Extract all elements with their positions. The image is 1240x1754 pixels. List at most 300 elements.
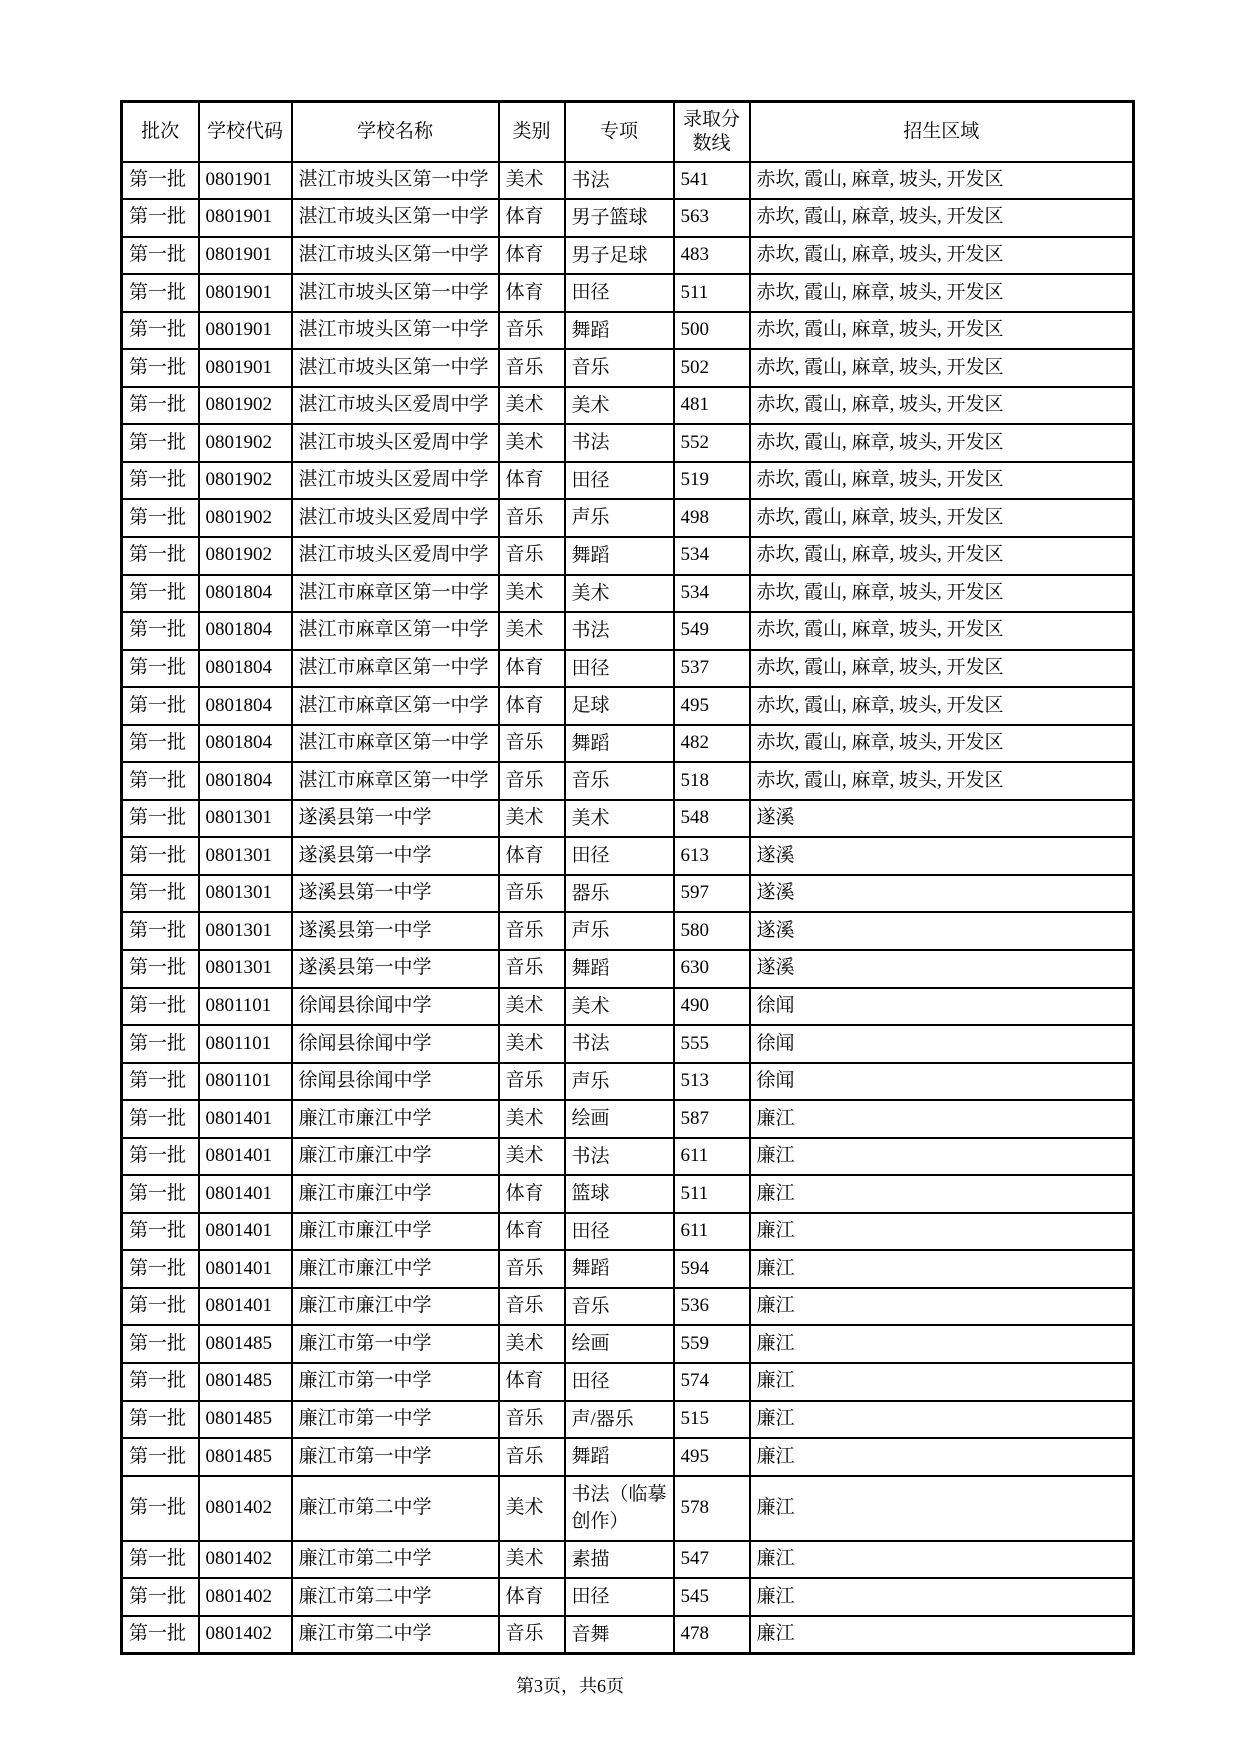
- cell-score-line: 594: [674, 1250, 750, 1288]
- cell-specialty: 男子篮球: [565, 199, 674, 237]
- cell-batch: 第一批: [122, 950, 199, 988]
- cell-school-name: 遂溪县第一中学: [292, 912, 499, 950]
- cell-specialty: 音乐: [565, 762, 674, 800]
- table-row: [122, 1063, 1134, 1101]
- cell-batch: 第一批: [122, 1401, 199, 1439]
- cell-batch: 第一批: [122, 312, 199, 350]
- cell-batch: 第一批: [122, 1438, 199, 1476]
- cell-school-code: 0801901: [199, 162, 292, 200]
- cell-school-name: 湛江市麻章区第一中学: [292, 725, 499, 763]
- cell-batch: 第一批: [122, 725, 199, 763]
- cell-school-name: 廉江市廉江中学: [292, 1213, 499, 1251]
- cell-batch: 第一批: [122, 162, 199, 200]
- cell-school-code: 0801804: [199, 575, 292, 613]
- cell-score-line: 495: [674, 1438, 750, 1476]
- cell-score-line: 555: [674, 1025, 750, 1063]
- table-row: [122, 499, 1134, 537]
- cell-specialty: 田径: [565, 837, 674, 875]
- header-row: [122, 102, 1134, 162]
- cell-score-line: 500: [674, 312, 750, 350]
- cell-category: 体育: [499, 199, 565, 237]
- cell-batch: 第一批: [122, 499, 199, 537]
- cell-enrollment-area: 廉江: [750, 1213, 1134, 1251]
- cell-category: 音乐: [499, 1438, 565, 1476]
- cell-school-name: 湛江市坡头区爱周中学: [292, 537, 499, 575]
- table-row: [122, 1175, 1134, 1213]
- cell-school-name: 湛江市坡头区爱周中学: [292, 387, 499, 425]
- cell-batch: 第一批: [122, 837, 199, 875]
- cell-enrollment-area: 廉江: [750, 1325, 1134, 1363]
- admission-score-table: [120, 100, 1135, 1655]
- cell-school-code: 0801401: [199, 1138, 292, 1176]
- cell-specialty: 音乐: [565, 349, 674, 387]
- cell-category: 体育: [499, 1213, 565, 1251]
- table-row: [122, 1438, 1134, 1476]
- cell-specialty: 田径: [565, 650, 674, 688]
- table-row: [122, 162, 1134, 200]
- cell-enrollment-area: 廉江: [750, 1175, 1134, 1213]
- cell-school-name: 湛江市坡头区爱周中学: [292, 424, 499, 462]
- cell-category: 美术: [499, 1138, 565, 1176]
- cell-school-code: 0801901: [199, 199, 292, 237]
- cell-school-code: 0801402: [199, 1476, 292, 1541]
- cell-category: 美术: [499, 1100, 565, 1138]
- table-row: [122, 988, 1134, 1026]
- cell-specialty: 足球: [565, 687, 674, 725]
- cell-batch: 第一批: [122, 1063, 199, 1101]
- cell-batch: 第一批: [122, 875, 199, 913]
- cell-score-line: 611: [674, 1213, 750, 1251]
- cell-score-line: 536: [674, 1288, 750, 1326]
- cell-school-code: 0801401: [199, 1175, 292, 1213]
- table-row: [122, 1363, 1134, 1401]
- cell-category: 体育: [499, 837, 565, 875]
- cell-category: 音乐: [499, 1401, 565, 1439]
- cell-score-line: 481: [674, 387, 750, 425]
- cell-school-name: 廉江市第二中学: [292, 1616, 499, 1654]
- cell-school-code: 0801804: [199, 650, 292, 688]
- cell-category: 体育: [499, 274, 565, 312]
- cell-school-name: 廉江市第一中学: [292, 1325, 499, 1363]
- table-row: [122, 274, 1134, 312]
- cell-school-name: 廉江市廉江中学: [292, 1175, 499, 1213]
- cell-school-name: 湛江市坡头区爱周中学: [292, 499, 499, 537]
- cell-enrollment-area: 廉江: [750, 1138, 1134, 1176]
- cell-category: 体育: [499, 650, 565, 688]
- cell-score-line: 478: [674, 1616, 750, 1654]
- cell-category: 美术: [499, 612, 565, 650]
- cell-category: 音乐: [499, 725, 565, 763]
- cell-school-code: 0801804: [199, 612, 292, 650]
- cell-score-line: 534: [674, 575, 750, 613]
- cell-score-line: 574: [674, 1363, 750, 1401]
- table-row: [122, 575, 1134, 613]
- cell-enrollment-area: 遂溪: [750, 875, 1134, 913]
- cell-specialty: 声乐: [565, 912, 674, 950]
- cell-enrollment-area: 赤坎, 霞山, 麻章, 坡头, 开发区: [750, 237, 1134, 275]
- cell-specialty: 书法: [565, 162, 674, 200]
- cell-batch: 第一批: [122, 1213, 199, 1251]
- cell-category: 音乐: [499, 537, 565, 575]
- cell-school-name: 遂溪县第一中学: [292, 875, 499, 913]
- table-row: [122, 312, 1134, 350]
- cell-enrollment-area: 赤坎, 霞山, 麻章, 坡头, 开发区: [750, 349, 1134, 387]
- cell-specialty: 素描: [565, 1541, 674, 1579]
- cell-category: 美术: [499, 800, 565, 838]
- cell-specialty: 书法: [565, 424, 674, 462]
- cell-batch: 第一批: [122, 1363, 199, 1401]
- cell-batch: 第一批: [122, 1025, 199, 1063]
- cell-school-code: 0801402: [199, 1578, 292, 1616]
- cell-specialty: 美术: [565, 387, 674, 425]
- cell-enrollment-area: 廉江: [750, 1250, 1134, 1288]
- cell-score-line: 552: [674, 424, 750, 462]
- cell-school-name: 湛江市坡头区第一中学: [292, 349, 499, 387]
- cell-category: 美术: [499, 387, 565, 425]
- cell-score-line: 630: [674, 950, 750, 988]
- cell-school-code: 0801485: [199, 1325, 292, 1363]
- column-header-specialty: 专项: [565, 102, 674, 162]
- cell-batch: 第一批: [122, 1175, 199, 1213]
- cell-score-line: 547: [674, 1541, 750, 1579]
- cell-school-code: 0801101: [199, 1025, 292, 1063]
- cell-school-code: 0801301: [199, 800, 292, 838]
- column-header-category: 类别: [499, 102, 565, 162]
- cell-school-name: 遂溪县第一中学: [292, 800, 499, 838]
- cell-category: 美术: [499, 424, 565, 462]
- cell-enrollment-area: 赤坎, 霞山, 麻章, 坡头, 开发区: [750, 162, 1134, 200]
- cell-enrollment-area: 赤坎, 霞山, 麻章, 坡头, 开发区: [750, 537, 1134, 575]
- table-row: [122, 1616, 1134, 1654]
- cell-school-code: 0801901: [199, 237, 292, 275]
- cell-school-code: 0801402: [199, 1616, 292, 1654]
- cell-category: 音乐: [499, 1250, 565, 1288]
- cell-enrollment-area: 徐闻: [750, 988, 1134, 1026]
- cell-specialty: 美术: [565, 800, 674, 838]
- cell-school-name: 湛江市麻章区第一中学: [292, 687, 499, 725]
- cell-specialty: 声/器乐: [565, 1401, 674, 1439]
- table-row: [122, 1541, 1134, 1579]
- cell-score-line: 498: [674, 499, 750, 537]
- cell-specialty: 田径: [565, 1363, 674, 1401]
- cell-enrollment-area: 赤坎, 霞山, 麻章, 坡头, 开发区: [750, 612, 1134, 650]
- cell-school-name: 徐闻县徐闻中学: [292, 1063, 499, 1101]
- column-header-school-name: 学校名称: [292, 102, 499, 162]
- cell-enrollment-area: 遂溪: [750, 950, 1134, 988]
- cell-school-name: 廉江市廉江中学: [292, 1288, 499, 1326]
- cell-specialty: 音乐: [565, 1288, 674, 1326]
- cell-school-name: 湛江市坡头区爱周中学: [292, 462, 499, 500]
- cell-batch: 第一批: [122, 1138, 199, 1176]
- cell-school-code: 0801902: [199, 387, 292, 425]
- table-row: [122, 1213, 1134, 1251]
- cell-category: 美术: [499, 1025, 565, 1063]
- cell-batch: 第一批: [122, 1250, 199, 1288]
- cell-school-name: 廉江市第一中学: [292, 1363, 499, 1401]
- cell-specialty: 书法: [565, 1138, 674, 1176]
- cell-batch: 第一批: [122, 424, 199, 462]
- table-row: [122, 1025, 1134, 1063]
- cell-school-code: 0801902: [199, 424, 292, 462]
- cell-category: 美术: [499, 988, 565, 1026]
- cell-enrollment-area: 廉江: [750, 1100, 1134, 1138]
- cell-category: 音乐: [499, 1616, 565, 1654]
- table-row: [122, 725, 1134, 763]
- cell-specialty: 书法: [565, 612, 674, 650]
- cell-school-code: 0801804: [199, 687, 292, 725]
- cell-school-code: 0801902: [199, 462, 292, 500]
- column-header-school-code: 学校代码: [199, 102, 292, 162]
- cell-enrollment-area: 赤坎, 霞山, 麻章, 坡头, 开发区: [750, 725, 1134, 763]
- cell-batch: 第一批: [122, 650, 199, 688]
- cell-school-code: 0801901: [199, 274, 292, 312]
- cell-specialty: 田径: [565, 1578, 674, 1616]
- cell-enrollment-area: 赤坎, 霞山, 麻章, 坡头, 开发区: [750, 387, 1134, 425]
- cell-enrollment-area: 廉江: [750, 1438, 1134, 1476]
- column-header-enrollment-area: 招生区域: [750, 102, 1134, 162]
- cell-category: 美术: [499, 162, 565, 200]
- cell-category: 体育: [499, 462, 565, 500]
- cell-category: 音乐: [499, 950, 565, 988]
- cell-score-line: 580: [674, 912, 750, 950]
- table-row: [122, 1401, 1134, 1439]
- cell-enrollment-area: 廉江: [750, 1476, 1134, 1541]
- table-row: [122, 800, 1134, 838]
- cell-school-code: 0801101: [199, 1063, 292, 1101]
- cell-school-code: 0801401: [199, 1288, 292, 1326]
- cell-school-code: 0801901: [199, 312, 292, 350]
- cell-score-line: 541: [674, 162, 750, 200]
- cell-enrollment-area: 徐闻: [750, 1025, 1134, 1063]
- cell-category: 体育: [499, 1175, 565, 1213]
- cell-school-code: 0801901: [199, 349, 292, 387]
- cell-category: 体育: [499, 1578, 565, 1616]
- cell-school-name: 湛江市麻章区第一中学: [292, 612, 499, 650]
- table-row: [122, 349, 1134, 387]
- cell-score-line: 597: [674, 875, 750, 913]
- cell-score-line: 534: [674, 537, 750, 575]
- cell-category: 音乐: [499, 1288, 565, 1326]
- table-row: [122, 199, 1134, 237]
- table-row: [122, 1476, 1134, 1541]
- table-row: [122, 237, 1134, 275]
- cell-specialty: 舞蹈: [565, 1250, 674, 1288]
- cell-school-name: 徐闻县徐闻中学: [292, 1025, 499, 1063]
- cell-batch: 第一批: [122, 575, 199, 613]
- cell-school-code: 0801804: [199, 725, 292, 763]
- cell-score-line: 515: [674, 1401, 750, 1439]
- cell-score-line: 482: [674, 725, 750, 763]
- cell-specialty: 绘画: [565, 1325, 674, 1363]
- cell-score-line: 483: [674, 237, 750, 275]
- cell-enrollment-area: 赤坎, 霞山, 麻章, 坡头, 开发区: [750, 424, 1134, 462]
- cell-score-line: 545: [674, 1578, 750, 1616]
- cell-category: 音乐: [499, 762, 565, 800]
- cell-specialty: 美术: [565, 988, 674, 1026]
- cell-school-code: 0801301: [199, 950, 292, 988]
- cell-school-code: 0801101: [199, 988, 292, 1026]
- cell-enrollment-area: 赤坎, 霞山, 麻章, 坡头, 开发区: [750, 274, 1134, 312]
- cell-score-line: 613: [674, 837, 750, 875]
- table-row: [122, 1250, 1134, 1288]
- cell-school-name: 湛江市坡头区第一中学: [292, 237, 499, 275]
- page-number-footer: 第3页，共6页: [516, 1676, 624, 1696]
- cell-batch: 第一批: [122, 1541, 199, 1579]
- table-row: [122, 1100, 1134, 1138]
- cell-batch: 第一批: [122, 274, 199, 312]
- table-row: [122, 687, 1134, 725]
- table-row: [122, 387, 1134, 425]
- cell-specialty: 美术: [565, 575, 674, 613]
- cell-score-line: 578: [674, 1476, 750, 1541]
- cell-score-line: 490: [674, 988, 750, 1026]
- table-row: [122, 650, 1134, 688]
- cell-score-line: 495: [674, 687, 750, 725]
- cell-specialty: 声乐: [565, 1063, 674, 1101]
- cell-specialty: 书法: [565, 1025, 674, 1063]
- cell-category: 音乐: [499, 875, 565, 913]
- cell-enrollment-area: 廉江: [750, 1616, 1134, 1654]
- cell-school-name: 遂溪县第一中学: [292, 950, 499, 988]
- table-row: [122, 1288, 1134, 1326]
- cell-specialty: 绘画: [565, 1100, 674, 1138]
- cell-batch: 第一批: [122, 612, 199, 650]
- cell-specialty: 舞蹈: [565, 725, 674, 763]
- cell-specialty: 器乐: [565, 875, 674, 913]
- cell-school-code: 0801485: [199, 1363, 292, 1401]
- cell-category: 音乐: [499, 912, 565, 950]
- cell-score-line: 519: [674, 462, 750, 500]
- cell-batch: 第一批: [122, 387, 199, 425]
- table-row: [122, 612, 1134, 650]
- cell-batch: 第一批: [122, 800, 199, 838]
- cell-school-name: 廉江市廉江中学: [292, 1100, 499, 1138]
- cell-score-line: 511: [674, 1175, 750, 1213]
- cell-school-code: 0801402: [199, 1541, 292, 1579]
- cell-enrollment-area: 赤坎, 霞山, 麻章, 坡头, 开发区: [750, 199, 1134, 237]
- cell-score-line: 537: [674, 650, 750, 688]
- cell-batch: 第一批: [122, 349, 199, 387]
- cell-score-line: 563: [674, 199, 750, 237]
- cell-school-code: 0801485: [199, 1438, 292, 1476]
- cell-school-name: 湛江市麻章区第一中学: [292, 762, 499, 800]
- cell-score-line: 559: [674, 1325, 750, 1363]
- cell-batch: 第一批: [122, 237, 199, 275]
- cell-specialty: 舞蹈: [565, 950, 674, 988]
- cell-batch: 第一批: [122, 1288, 199, 1326]
- cell-score-line: 549: [674, 612, 750, 650]
- cell-enrollment-area: 赤坎, 霞山, 麻章, 坡头, 开发区: [750, 462, 1134, 500]
- cell-school-name: 廉江市第一中学: [292, 1438, 499, 1476]
- cell-batch: 第一批: [122, 1616, 199, 1654]
- cell-specialty: 男子足球: [565, 237, 674, 275]
- table-row: [122, 1325, 1134, 1363]
- table-row: [122, 912, 1134, 950]
- cell-enrollment-area: 廉江: [750, 1578, 1134, 1616]
- cell-school-code: 0801902: [199, 499, 292, 537]
- cell-enrollment-area: 赤坎, 霞山, 麻章, 坡头, 开发区: [750, 762, 1134, 800]
- cell-school-name: 湛江市坡头区第一中学: [292, 274, 499, 312]
- cell-enrollment-area: 赤坎, 霞山, 麻章, 坡头, 开发区: [750, 687, 1134, 725]
- cell-category: 体育: [499, 237, 565, 275]
- cell-specialty: 篮球: [565, 1175, 674, 1213]
- cell-category: 音乐: [499, 349, 565, 387]
- cell-enrollment-area: 赤坎, 霞山, 麻章, 坡头, 开发区: [750, 312, 1134, 350]
- cell-school-code: 0801301: [199, 875, 292, 913]
- cell-specialty: 田径: [565, 1213, 674, 1251]
- cell-school-code: 0801804: [199, 762, 292, 800]
- cell-school-name: 廉江市第一中学: [292, 1401, 499, 1439]
- cell-specialty: 田径: [565, 462, 674, 500]
- cell-school-code: 0801401: [199, 1100, 292, 1138]
- table-row: [122, 462, 1134, 500]
- cell-school-code: 0801401: [199, 1213, 292, 1251]
- table-row: [122, 875, 1134, 913]
- cell-category: 音乐: [499, 1063, 565, 1101]
- cell-enrollment-area: 赤坎, 霞山, 麻章, 坡头, 开发区: [750, 650, 1134, 688]
- cell-score-line: 518: [674, 762, 750, 800]
- cell-category: 音乐: [499, 312, 565, 350]
- cell-school-name: 湛江市坡头区第一中学: [292, 199, 499, 237]
- cell-school-code: 0801902: [199, 537, 292, 575]
- cell-batch: 第一批: [122, 1100, 199, 1138]
- cell-school-name: 廉江市第二中学: [292, 1578, 499, 1616]
- cell-score-line: 511: [674, 274, 750, 312]
- cell-score-line: 502: [674, 349, 750, 387]
- table-body: [122, 162, 1134, 1654]
- cell-specialty: 书法（临摹创作）: [565, 1476, 674, 1541]
- cell-batch: 第一批: [122, 1476, 199, 1541]
- cell-enrollment-area: 遂溪: [750, 912, 1134, 950]
- cell-batch: 第一批: [122, 199, 199, 237]
- cell-enrollment-area: 赤坎, 霞山, 麻章, 坡头, 开发区: [750, 575, 1134, 613]
- cell-batch: 第一批: [122, 462, 199, 500]
- cell-batch: 第一批: [122, 537, 199, 575]
- cell-school-code: 0801401: [199, 1250, 292, 1288]
- table-row: [122, 1578, 1134, 1616]
- cell-batch: 第一批: [122, 762, 199, 800]
- cell-school-name: 湛江市麻章区第一中学: [292, 575, 499, 613]
- table-row: [122, 762, 1134, 800]
- cell-score-line: 611: [674, 1138, 750, 1176]
- cell-enrollment-area: 廉江: [750, 1401, 1134, 1439]
- cell-school-name: 廉江市廉江中学: [292, 1138, 499, 1176]
- cell-school-name: 湛江市坡头区第一中学: [292, 312, 499, 350]
- cell-school-name: 廉江市廉江中学: [292, 1250, 499, 1288]
- table-row: [122, 1138, 1134, 1176]
- cell-category: 体育: [499, 687, 565, 725]
- cell-enrollment-area: 赤坎, 霞山, 麻章, 坡头, 开发区: [750, 499, 1134, 537]
- cell-category: 音乐: [499, 499, 565, 537]
- cell-category: 美术: [499, 575, 565, 613]
- table-row: [122, 537, 1134, 575]
- cell-category: 美术: [499, 1325, 565, 1363]
- cell-category: 美术: [499, 1476, 565, 1541]
- cell-enrollment-area: 遂溪: [750, 800, 1134, 838]
- cell-school-code: 0801301: [199, 837, 292, 875]
- cell-category: 美术: [499, 1541, 565, 1579]
- cell-batch: 第一批: [122, 1325, 199, 1363]
- cell-specialty: 舞蹈: [565, 537, 674, 575]
- cell-school-code: 0801301: [199, 912, 292, 950]
- cell-batch: 第一批: [122, 687, 199, 725]
- table-row: [122, 837, 1134, 875]
- cell-specialty: 舞蹈: [565, 1438, 674, 1476]
- cell-school-name: 徐闻县徐闻中学: [292, 988, 499, 1026]
- cell-score-line: 548: [674, 800, 750, 838]
- cell-batch: 第一批: [122, 988, 199, 1026]
- cell-score-line: 513: [674, 1063, 750, 1101]
